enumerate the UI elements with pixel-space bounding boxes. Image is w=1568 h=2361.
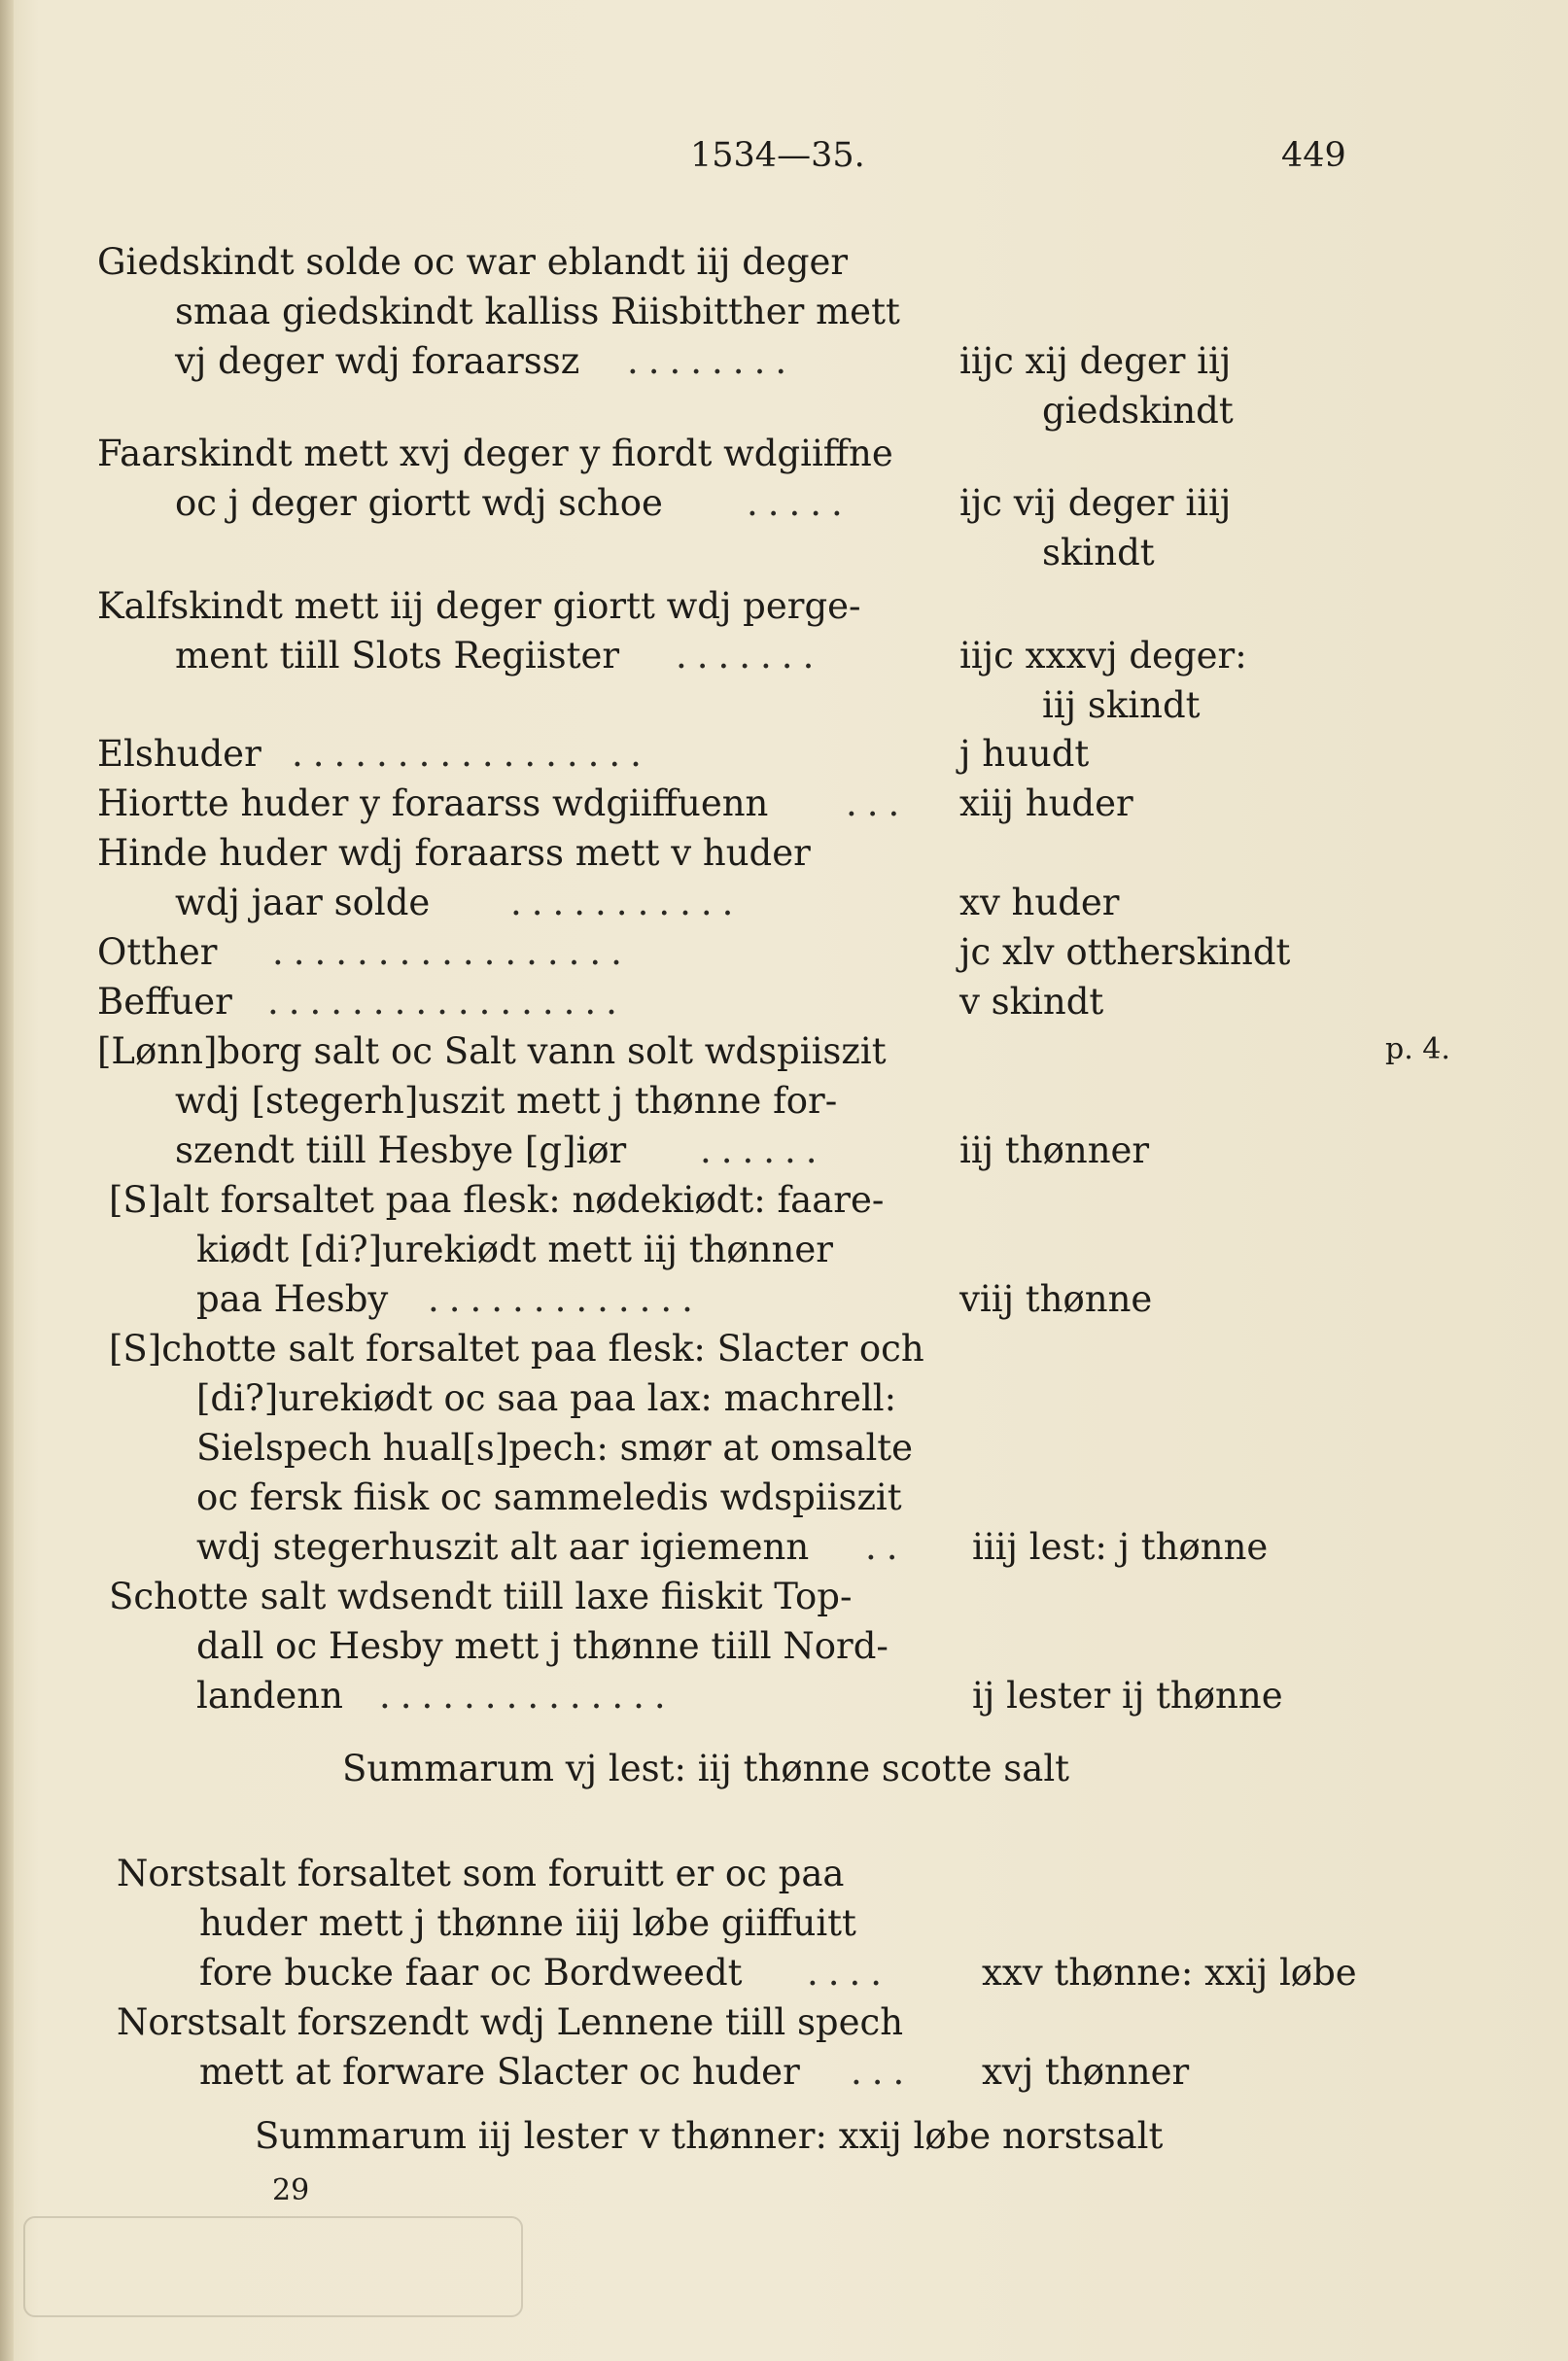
line-text: landenn bbox=[196, 1675, 343, 1717]
text-line bbox=[97, 977, 1361, 1026]
line-text: oc fersk fiisk oc sammeledis wdspiiszit bbox=[196, 1476, 902, 1518]
line-text: kiødt [di?]urekiødt mett iij thønner bbox=[196, 1229, 833, 1270]
line-text: Otther bbox=[97, 931, 218, 973]
text-line bbox=[97, 878, 1361, 927]
line-text: [Lønn]borg salt oc Salt vann solt wdspiiszit bbox=[97, 1030, 887, 1072]
line-value: ijc vij deger iiij bbox=[959, 482, 1232, 524]
line-value: xiij huder bbox=[959, 782, 1133, 824]
margin-note: p. 4. bbox=[1385, 1032, 1450, 1066]
text-line bbox=[97, 1274, 1361, 1324]
line-text: Elshuder bbox=[97, 733, 261, 775]
text-line bbox=[117, 1898, 1380, 1948]
text-line bbox=[97, 1572, 1361, 1621]
line-text: Giedskindt solde oc war eblandt iij deger bbox=[97, 241, 849, 283]
line-value: j huudt bbox=[959, 733, 1090, 775]
line-value: v skindt bbox=[959, 981, 1104, 1023]
entry-giedskindt bbox=[97, 237, 1361, 435]
leader-dots: ..... bbox=[747, 482, 853, 524]
text-line bbox=[97, 1473, 1361, 1522]
text-line bbox=[97, 1621, 1361, 1671]
text-line bbox=[97, 1423, 1361, 1473]
text-line bbox=[97, 1076, 1361, 1126]
entry-hides-and-salt bbox=[97, 729, 1361, 1720]
leader-dots: ........ bbox=[627, 340, 797, 382]
text-line bbox=[97, 779, 1361, 828]
line-text: dall oc Hesby mett j thønne tiill Nord- bbox=[196, 1625, 889, 1667]
leader-dots: ................. bbox=[267, 981, 627, 1023]
book-spine-shadow bbox=[0, 0, 14, 2361]
line-text: Hinde huder wdj foraarss mett v huder bbox=[97, 832, 811, 874]
line-value: iiij lest: j thønne bbox=[972, 1526, 1269, 1568]
text-line bbox=[97, 1522, 1361, 1572]
line-value: jc xlv ottherskindt bbox=[959, 931, 1291, 973]
text-line bbox=[97, 528, 1361, 577]
line-text: Schotte salt wdsendt tiill laxe fiiskit Top- bbox=[109, 1576, 853, 1617]
summary-line: Summarum vj lest: iij thønne scotte salt bbox=[342, 1748, 1070, 1789]
text-line bbox=[117, 1948, 1380, 1997]
leader-dots: .............. bbox=[379, 1675, 676, 1717]
leader-dots: ................. bbox=[272, 931, 632, 973]
text-line bbox=[97, 1373, 1361, 1423]
line-value: ij lester ij thønne bbox=[972, 1675, 1283, 1717]
line-text: huder mett j thønne iiij løbe giiffuitt bbox=[199, 1902, 856, 1944]
text-line bbox=[97, 680, 1361, 730]
text-line bbox=[97, 287, 1361, 336]
line-text: oc j deger giortt wdj schoe bbox=[175, 482, 663, 524]
line-value: giedskindt bbox=[1042, 390, 1234, 432]
entry-kalfskindt bbox=[97, 581, 1361, 730]
leader-dots: ................. bbox=[292, 733, 651, 775]
line-text: vj deger wdj foraarssz bbox=[175, 340, 580, 382]
line-value: xxv thønne: xxij løbe bbox=[982, 1952, 1357, 1994]
leader-dots: ...... bbox=[700, 1129, 827, 1171]
line-text: fore bucke faar oc Bordweedt bbox=[199, 1952, 743, 1994]
line-text: Beffuer bbox=[97, 981, 232, 1023]
line-text: [di?]urekiødt oc saa paa lax: machrell: bbox=[196, 1377, 897, 1419]
summary-line: Summarum iij lester v thønner: xxij løbe norstsalt bbox=[255, 2115, 1164, 2157]
text-line bbox=[117, 1997, 1380, 2047]
line-text: [S]chotte salt forsaltet paa flesk: Slacter och bbox=[109, 1328, 924, 1370]
line-text: szendt tiill Hesbye [g]iør bbox=[175, 1129, 627, 1171]
line-text: paa Hesby bbox=[196, 1278, 389, 1320]
text-line bbox=[97, 1026, 1361, 1076]
line-text: wdj [stegerh]uszit mett j thønne for- bbox=[175, 1080, 838, 1122]
line-text: smaa giedskindt kalliss Riisbitther mett bbox=[175, 291, 900, 332]
line-value: skindt bbox=[1042, 532, 1155, 573]
line-value: iijc xxxvj deger: bbox=[959, 635, 1247, 677]
text-line bbox=[97, 729, 1361, 779]
entry-faarskindt bbox=[97, 429, 1361, 577]
leader-dots: ........... bbox=[510, 882, 744, 923]
text-line bbox=[97, 1671, 1361, 1720]
line-value: xv huder bbox=[959, 882, 1120, 923]
text-line bbox=[97, 429, 1361, 478]
text-line bbox=[97, 478, 1361, 528]
text-line bbox=[97, 336, 1361, 386]
line-text: Norstsalt forsaltet som foruitt er oc paa bbox=[117, 1853, 845, 1894]
line-text: Sielspech hual[s]pech: smør at omsalte bbox=[196, 1427, 914, 1469]
line-text: Faarskindt mett xvj deger y fiordt wdgiiffne bbox=[97, 433, 893, 474]
line-text: Kalfskindt mett iij deger giortt wdj perge- bbox=[97, 585, 861, 627]
line-text: Hiortte huder y foraarss wdgiiffuenn bbox=[97, 782, 769, 824]
signature-mark: 29 bbox=[272, 2173, 310, 2207]
text-line bbox=[97, 828, 1361, 878]
line-value: xvj thønner bbox=[982, 2051, 1190, 2093]
text-line bbox=[117, 2047, 1380, 2097]
page-number: 449 bbox=[1281, 136, 1346, 175]
line-value: iij skindt bbox=[1042, 684, 1201, 726]
text-line bbox=[97, 1324, 1361, 1373]
line-text: mett at forware Slacter oc huder bbox=[199, 2051, 800, 2093]
line-text: [S]alt forsaltet paa flesk: nødekiødt: faare- bbox=[109, 1179, 885, 1221]
leader-dots: ............. bbox=[428, 1278, 703, 1320]
line-value: iijc xij deger iij bbox=[959, 340, 1232, 382]
entry-norstsalt bbox=[117, 1849, 1380, 2097]
text-line bbox=[117, 1849, 1380, 1898]
text-line bbox=[97, 237, 1361, 287]
line-text: Norstsalt forszendt wdj Lennene tiill spech bbox=[117, 2001, 904, 2043]
leader-dots: ....... bbox=[676, 635, 824, 677]
text-line bbox=[97, 927, 1361, 977]
text-line bbox=[97, 581, 1361, 631]
leader-dots: .. bbox=[865, 1526, 908, 1568]
leader-dots: ... bbox=[851, 2051, 915, 2093]
paper-stain bbox=[23, 2216, 523, 2317]
page-year: 1534—35. bbox=[690, 136, 865, 175]
line-text: wdj jaar solde bbox=[175, 882, 431, 923]
leader-dots: .... bbox=[807, 1952, 892, 1994]
line-value: iij thønner bbox=[959, 1129, 1150, 1171]
line-text: wdj stegerhuszit alt aar igiemenn bbox=[196, 1526, 810, 1568]
text-line bbox=[97, 1225, 1361, 1274]
line-value: viij thønne bbox=[959, 1278, 1153, 1320]
text-line bbox=[97, 1175, 1361, 1225]
text-line bbox=[97, 1126, 1361, 1175]
line-text: ment tiill Slots Regiister bbox=[175, 635, 620, 677]
page-header bbox=[97, 136, 1361, 194]
leader-dots: ... bbox=[846, 782, 910, 824]
text-line bbox=[97, 631, 1361, 680]
